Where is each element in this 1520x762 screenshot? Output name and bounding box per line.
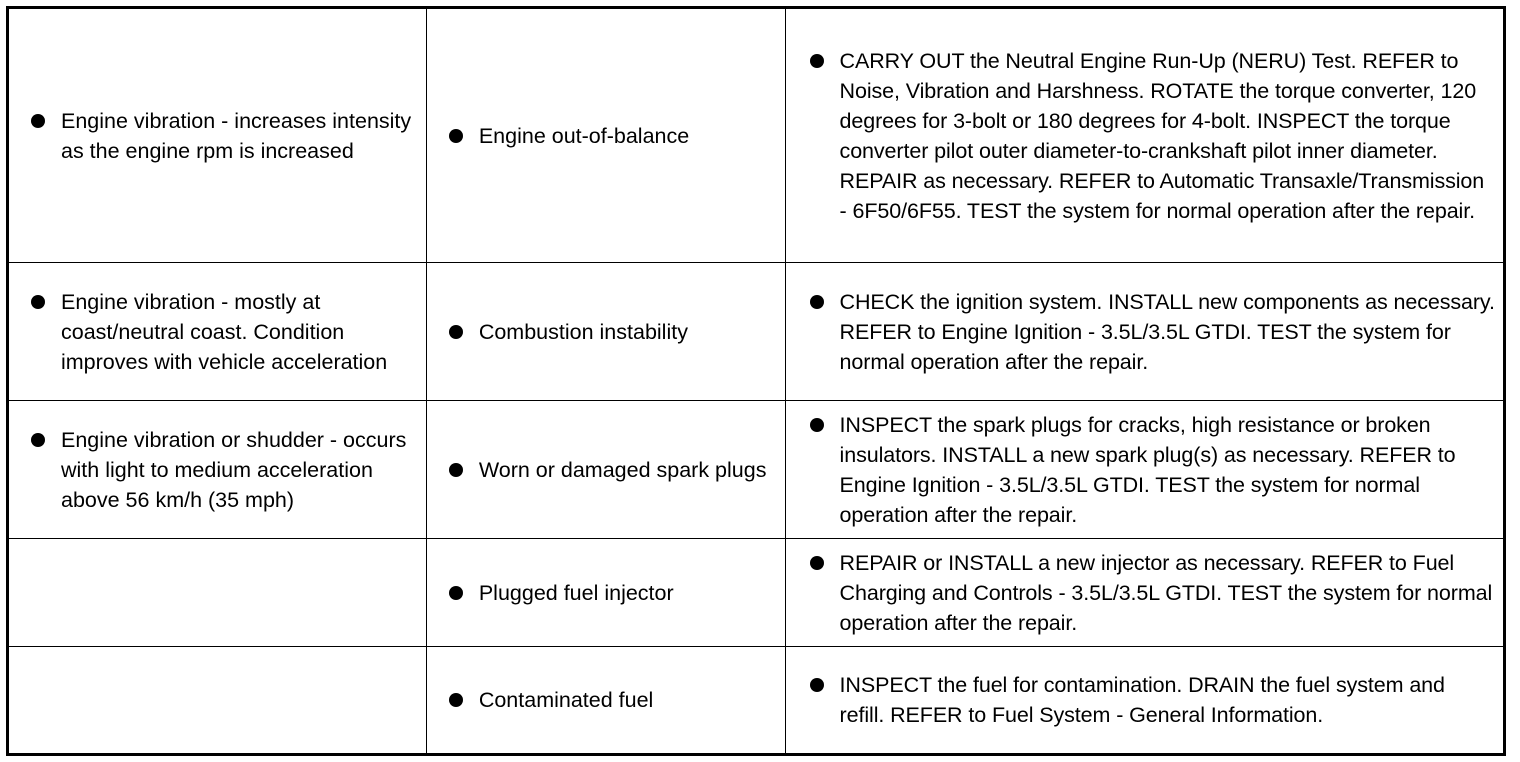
action-cell [785, 401, 1504, 539]
symptom-text: Engine vibration - mostly at coast/neutral coast. Condition improves with vehicle acceleration [61, 289, 388, 374]
table-row [8, 647, 1505, 755]
symptom-cell-empty [8, 539, 427, 647]
symptom-text: Engine vibration or shudder - occurs with light to medium acceleration above 56 km/h (35 mph) [61, 427, 407, 512]
bullet-icon [810, 418, 824, 432]
bullet-icon [449, 463, 463, 477]
cause-text: Worn or damaged spark plugs [478, 457, 767, 482]
cause-cell [426, 647, 785, 755]
cause-text: Combustion instability [478, 319, 688, 344]
cause-cell [426, 539, 785, 647]
cause-cell [426, 263, 785, 401]
cause-cell [426, 8, 785, 263]
bullet-icon [449, 325, 463, 339]
action-text: INSPECT the fuel for contamination. DRAIN the fuel system and refill. REFER to Fuel System - General Information. [839, 673, 1445, 727]
bullet-icon [449, 693, 463, 707]
action-cell [785, 8, 1504, 263]
action-cell [785, 263, 1504, 401]
cause-text: Plugged fuel injector [478, 580, 674, 605]
table-row [8, 263, 1505, 401]
symptom-cell [8, 8, 427, 263]
bullet-icon [31, 295, 45, 309]
symptom-chart-table [6, 6, 1506, 756]
action-text: CARRY OUT the Neutral Engine Run-Up (NERU) Test. REFER to Noise, Vibration and Harshness. ROTATE the torque converter, 120 degrees for 3-bolt or 180 degrees for 4-bolt. INSPECT the torque converter pilot outer diameter-to-crankshaft pilot inner diameter. REPAIR as necessary. REFER to Automatic Transaxle/Transmission - 6F50/6F55. TEST the system for normal operation after the repair. [839, 48, 1485, 223]
action-text: REPAIR or INSTALL a new injector as necessary. REFER to Fuel Charging and Controls - 3.5L/3.5L GTDI. TEST the system for normal operation after the repair. [839, 550, 1493, 635]
action-text: CHECK the ignition system. INSTALL new components as necessary. REFER to Engine Ignition - 3.5L/3.5L GTDI. TEST the system for normal operation after the repair. [839, 289, 1495, 374]
symptom-cell-empty [8, 647, 427, 755]
bullet-icon [31, 114, 45, 128]
table-row [8, 539, 1505, 647]
bullet-icon [810, 295, 824, 309]
table-row [8, 8, 1505, 263]
bullet-icon [449, 129, 463, 143]
bullet-icon [810, 678, 824, 692]
action-text: INSPECT the spark plugs for cracks, high resistance or broken insulators. INSTALL a new spark plug(s) as necessary. REFER to Engine Ignition - 3.5L/3.5L GTDI. TEST the system for normal operation after the repair. [839, 412, 1456, 527]
symptom-text: Engine vibration - increases intensity as the engine rpm is increased [61, 108, 412, 163]
cause-cell [426, 401, 785, 539]
action-cell [785, 647, 1504, 755]
bullet-icon [449, 586, 463, 600]
action-cell [785, 539, 1504, 647]
symptom-cell [8, 401, 427, 539]
symptom-cell [8, 263, 427, 401]
table-row [8, 401, 1505, 539]
cause-text: Contaminated fuel [478, 688, 654, 712]
cause-text: Engine out-of-balance [478, 123, 690, 148]
bullet-icon [810, 54, 824, 68]
bullet-icon [31, 433, 45, 447]
bullet-icon [810, 556, 824, 570]
